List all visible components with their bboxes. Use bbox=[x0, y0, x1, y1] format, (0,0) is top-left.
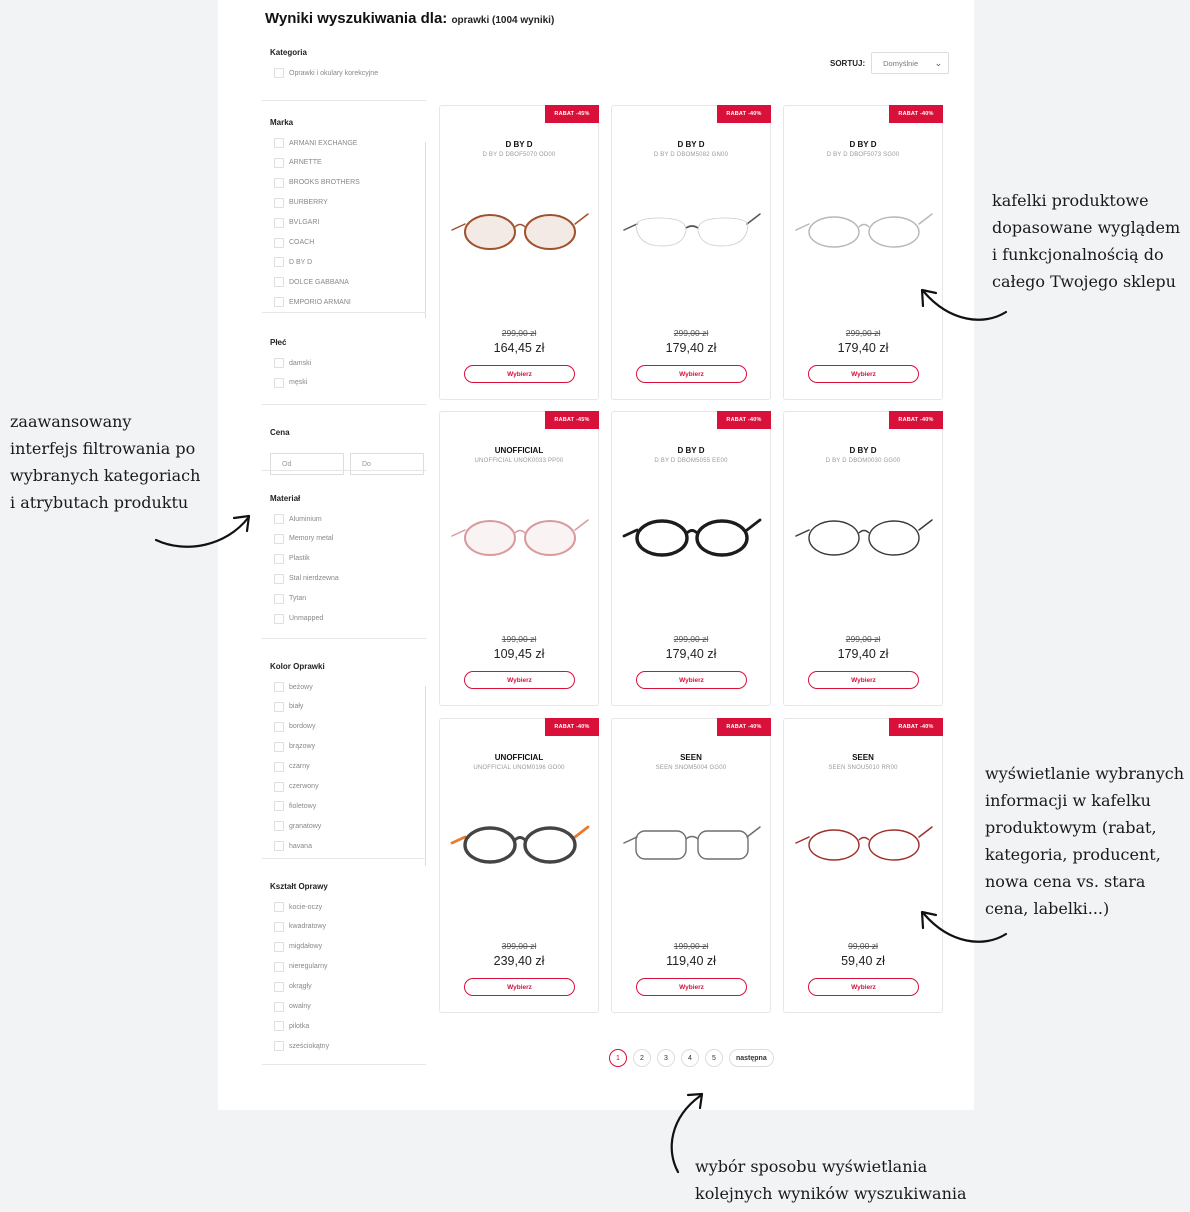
chevron-down-icon: ⌄ bbox=[934, 58, 943, 68]
price-to-input[interactable]: Do bbox=[350, 453, 424, 475]
filter-option[interactable] bbox=[274, 820, 321, 832]
discount-badge: RABAT -40% bbox=[717, 411, 771, 429]
product-card[interactable] bbox=[439, 718, 599, 1013]
annotation-product-tiles bbox=[992, 187, 1180, 295]
checkbox[interactable] bbox=[274, 841, 284, 851]
filter-option[interactable] bbox=[274, 157, 322, 169]
filter-option[interactable] bbox=[274, 217, 319, 229]
filter-option-label: COACH bbox=[289, 239, 315, 246]
annotation-pagination bbox=[695, 1153, 967, 1207]
filter-option-label: Plastik bbox=[289, 555, 310, 563]
product-card[interactable] bbox=[611, 718, 771, 1013]
checkbox[interactable] bbox=[274, 962, 284, 972]
filter-option-label: brązowy bbox=[289, 743, 316, 751]
search-query: oprawki (1004 wyniki) bbox=[451, 15, 555, 26]
divider bbox=[262, 470, 426, 471]
checkbox[interactable] bbox=[274, 722, 284, 732]
old-price: 199,00 zł bbox=[501, 634, 537, 644]
checkbox[interactable] bbox=[274, 257, 284, 267]
checkbox[interactable] bbox=[274, 702, 284, 712]
annotation-line: nowa cena vs. stara bbox=[985, 872, 1146, 891]
discount-badge: RABAT -40% bbox=[717, 105, 771, 123]
discount-badge: RABAT -45% bbox=[545, 105, 599, 123]
filter-option[interactable] bbox=[274, 981, 312, 993]
filter-option-label: ARMANI EXCHANGE bbox=[289, 139, 358, 147]
filter-option[interactable] bbox=[274, 681, 313, 693]
discount-badge: RABAT -40% bbox=[889, 718, 943, 736]
annotation-line: dopasowane wyglądem bbox=[992, 218, 1181, 237]
checkbox[interactable] bbox=[274, 158, 284, 168]
filter-title: Kształt Oprawy bbox=[270, 882, 328, 891]
filter-option-label: kocie-oczy bbox=[289, 903, 323, 911]
checkbox[interactable] bbox=[274, 238, 284, 248]
filter-group-brand bbox=[262, 118, 426, 306]
filter-option[interactable] bbox=[274, 357, 311, 369]
discount-badge: RABAT -45% bbox=[545, 411, 599, 429]
new-price: 179,40 zł bbox=[837, 647, 889, 661]
annotation-line: wybranych kategoriach bbox=[10, 466, 201, 485]
filter-option-label: BROOKS BROTHERS bbox=[289, 179, 360, 187]
filter-option[interactable] bbox=[274, 377, 307, 389]
discount-badge: RABAT -40% bbox=[717, 718, 771, 736]
filter-option[interactable] bbox=[274, 1040, 329, 1052]
new-price: 59,40 zł bbox=[841, 954, 885, 968]
new-price: 239,40 zł bbox=[493, 954, 545, 968]
old-price: 299,00 zł bbox=[673, 328, 709, 338]
sort-value: Domyślnie bbox=[883, 58, 919, 68]
filter-option-label: damski bbox=[289, 359, 312, 367]
filter-option[interactable] bbox=[274, 296, 351, 308]
filter-option-label: DOLCE GABBANA bbox=[289, 278, 349, 286]
checkbox[interactable] bbox=[274, 514, 284, 524]
filter-option[interactable] bbox=[274, 197, 328, 209]
arrow-icon bbox=[914, 902, 1010, 948]
old-price: 299,00 zł bbox=[501, 328, 537, 338]
filter-option-label: D BY D bbox=[289, 258, 313, 266]
annotation-line: produktowym (rabat, bbox=[985, 818, 1157, 837]
checkbox[interactable] bbox=[274, 277, 284, 287]
arrow-icon bbox=[152, 510, 256, 556]
new-price: 179,40 zł bbox=[665, 647, 717, 661]
annotation-line: kolejnych wyników wyszukiwania bbox=[695, 1184, 967, 1203]
divider bbox=[262, 312, 426, 313]
old-price: 299,00 zł bbox=[845, 328, 881, 338]
filter-option[interactable] bbox=[274, 276, 349, 288]
filter-option[interactable] bbox=[274, 256, 312, 268]
filter-option-label: EMPORIO ARMANI bbox=[289, 298, 351, 306]
filter-title: Cena bbox=[270, 428, 290, 437]
product-image[interactable] bbox=[448, 807, 592, 881]
filter-option-label: BURBERRY bbox=[289, 199, 328, 207]
product-model: UNOFFICIAL UNOK0033 PP00 bbox=[474, 458, 564, 464]
product-brand: SEEN bbox=[852, 753, 874, 762]
product-image[interactable] bbox=[620, 194, 764, 268]
divider bbox=[262, 100, 426, 101]
select-button[interactable]: Wybierz bbox=[636, 978, 747, 996]
product-brand: D BY D bbox=[505, 140, 533, 149]
product-card[interactable] bbox=[439, 411, 599, 706]
price-from-input[interactable]: Od bbox=[270, 453, 344, 475]
filter-option[interactable] bbox=[274, 513, 322, 525]
discount-badge: RABAT -40% bbox=[889, 411, 943, 429]
product-brand: UNOFFICIAL bbox=[494, 753, 544, 762]
filter-title: Kategoria bbox=[270, 48, 307, 57]
filter-option[interactable] bbox=[274, 573, 339, 585]
product-card[interactable] bbox=[611, 411, 771, 706]
annotation-line: kafelki produktowe bbox=[992, 191, 1149, 210]
select-button[interactable]: Wybierz bbox=[464, 365, 575, 383]
filter-option-label: Memory metal bbox=[289, 535, 334, 543]
filter-option[interactable] bbox=[274, 177, 360, 189]
filter-option[interactable] bbox=[274, 800, 316, 812]
filter-option-label: Stal nierdzewna bbox=[289, 575, 339, 583]
filter-option-label: granatowy bbox=[289, 822, 322, 830]
select-button[interactable]: Wybierz bbox=[636, 365, 747, 383]
checkbox[interactable] bbox=[274, 594, 284, 604]
filter-option[interactable] bbox=[274, 721, 315, 733]
filter-option[interactable] bbox=[274, 553, 310, 565]
old-price: 299,00 zł bbox=[845, 634, 881, 644]
product-brand: D BY D bbox=[677, 140, 705, 149]
filter-group-material bbox=[262, 494, 426, 622]
annotation-line: zaawansowany bbox=[10, 412, 132, 431]
sort-select[interactable] bbox=[871, 52, 949, 74]
product-card[interactable] bbox=[783, 105, 943, 400]
filter-option-label: bordowy bbox=[289, 723, 316, 731]
filter-option[interactable] bbox=[274, 533, 333, 545]
product-image[interactable] bbox=[792, 807, 936, 881]
product-brand: SEEN bbox=[680, 753, 702, 762]
filter-option[interactable] bbox=[274, 1020, 309, 1032]
filter-option[interactable] bbox=[274, 761, 310, 773]
annotation-filters bbox=[10, 408, 200, 516]
new-price: 179,40 zł bbox=[837, 341, 889, 355]
product-card[interactable] bbox=[611, 105, 771, 400]
annotation-line: kategoria, producent, bbox=[985, 845, 1161, 864]
checkbox[interactable] bbox=[274, 762, 284, 772]
filter-option[interactable] bbox=[274, 741, 315, 753]
old-price: 399,00 zł bbox=[501, 941, 537, 951]
filter-option[interactable] bbox=[274, 613, 323, 625]
checkbox[interactable] bbox=[274, 218, 284, 228]
select-button[interactable]: Wybierz bbox=[636, 671, 747, 689]
select-button[interactable]: Wybierz bbox=[464, 978, 575, 996]
annotation-line: cena, labelki...) bbox=[985, 899, 1110, 918]
filter-option-label: biały bbox=[289, 703, 304, 711]
checkbox[interactable] bbox=[274, 1002, 284, 1012]
filter-option[interactable] bbox=[274, 67, 378, 79]
filter-option-label: ARNETTE bbox=[289, 159, 322, 167]
filter-option[interactable] bbox=[274, 961, 328, 973]
filter-option-label: Unmapped bbox=[289, 615, 324, 622]
filter-option[interactable] bbox=[274, 781, 319, 793]
checkbox[interactable] bbox=[274, 902, 284, 912]
old-price: 99,00 zł bbox=[848, 941, 878, 951]
product-brand: D BY D bbox=[849, 140, 877, 149]
filter-option-label: okrągły bbox=[289, 983, 312, 991]
filter-option-label: kwadratowy bbox=[289, 923, 326, 931]
filter-option-label: migdałowy bbox=[289, 943, 323, 951]
filter-title: Kolor Oprawki bbox=[270, 662, 325, 671]
filter-title: Płeć bbox=[270, 338, 287, 347]
filter-option-label: havana bbox=[289, 842, 312, 850]
filter-option-label: czarny bbox=[289, 763, 310, 771]
product-image[interactable] bbox=[620, 500, 764, 574]
checkbox[interactable] bbox=[274, 1021, 284, 1031]
checkbox[interactable] bbox=[274, 68, 284, 78]
annotation-line: informacji w kafelku bbox=[985, 791, 1151, 810]
checkbox[interactable] bbox=[274, 534, 284, 544]
page-button-2[interactable]: 2 bbox=[633, 1049, 651, 1067]
product-card[interactable] bbox=[783, 411, 943, 706]
search-results-panel bbox=[218, 0, 974, 1110]
filter-option[interactable] bbox=[274, 941, 322, 953]
filter-group-price bbox=[262, 428, 426, 468]
filter-option[interactable] bbox=[274, 593, 306, 605]
page-button-4[interactable]: 4 bbox=[681, 1049, 699, 1067]
product-model: D BY D DBOM5082 GN00 bbox=[653, 152, 729, 158]
checkbox[interactable] bbox=[274, 178, 284, 188]
divider bbox=[262, 638, 426, 639]
select-button[interactable]: Wybierz bbox=[808, 365, 919, 383]
filter-title: Materiał bbox=[270, 494, 301, 503]
product-image[interactable] bbox=[448, 194, 592, 268]
annotation-line: i atrybutach produktu bbox=[10, 493, 189, 512]
filter-scrollbar[interactable] bbox=[425, 686, 426, 866]
checkbox[interactable] bbox=[274, 138, 284, 148]
page-title-text: Wyniki wyszukiwania dla: bbox=[265, 10, 448, 27]
filter-option[interactable] bbox=[274, 237, 314, 249]
pagination bbox=[609, 1049, 774, 1067]
filter-option-label: fioletowy bbox=[289, 802, 317, 810]
product-model: D BY D DBOM5055 EE00 bbox=[654, 458, 728, 464]
select-button[interactable]: Wybierz bbox=[808, 978, 919, 996]
annotation-line: interfejs filtrowania po bbox=[10, 439, 196, 458]
discount-badge: RABAT -40% bbox=[545, 718, 599, 736]
product-model: D BY D DBOF5073 SG00 bbox=[826, 152, 900, 158]
filter-option-label: owalny bbox=[289, 1003, 311, 1010]
discount-badge: RABAT -40% bbox=[889, 105, 943, 123]
new-price: 119,40 zł bbox=[666, 954, 716, 968]
filter-group-frame_color bbox=[262, 662, 426, 850]
filter-option[interactable] bbox=[274, 1001, 311, 1013]
filter-option-label: nieregularny bbox=[289, 963, 328, 971]
arrow-icon bbox=[914, 280, 1010, 326]
checkbox[interactable] bbox=[274, 801, 284, 811]
checkbox[interactable] bbox=[274, 821, 284, 831]
next-page-button[interactable]: następna bbox=[729, 1049, 774, 1067]
annotation-line: wybór sposobu wyświetlania bbox=[695, 1157, 928, 1176]
product-image[interactable] bbox=[792, 500, 936, 574]
filter-option-label: sześciokątny bbox=[289, 1042, 330, 1050]
product-model: SEEN SNOU5010 RR00 bbox=[828, 765, 898, 771]
filter-option[interactable] bbox=[274, 921, 326, 933]
page-title bbox=[265, 10, 554, 27]
checkbox[interactable] bbox=[274, 922, 284, 932]
product-card[interactable] bbox=[783, 718, 943, 1013]
filter-option[interactable] bbox=[274, 901, 322, 913]
divider bbox=[262, 858, 426, 859]
product-card[interactable] bbox=[439, 105, 599, 400]
product-image[interactable] bbox=[620, 807, 764, 881]
filter-title: Marka bbox=[270, 118, 294, 127]
filter-option-label: Oprawki i okulary korekcyjne bbox=[289, 69, 379, 77]
checkbox[interactable] bbox=[274, 574, 284, 584]
filter-option-label: Aluminium bbox=[289, 515, 322, 523]
new-price: 164,45 zł bbox=[493, 341, 545, 355]
filter-option-label: BVLGARI bbox=[289, 219, 320, 227]
page-button-3[interactable]: 3 bbox=[657, 1049, 675, 1067]
filter-group-category bbox=[262, 48, 426, 77]
filter-group-frame_shape bbox=[262, 882, 426, 1050]
old-price: 299,00 zł bbox=[673, 634, 709, 644]
product-model: D BY D DBOF5070 OD00 bbox=[482, 152, 556, 158]
checkbox[interactable] bbox=[274, 378, 284, 388]
select-button[interactable]: Wybierz bbox=[808, 671, 919, 689]
divider bbox=[262, 1064, 426, 1065]
filter-option-label: pilotka bbox=[289, 1022, 310, 1030]
checkbox[interactable] bbox=[274, 1041, 284, 1051]
product-image[interactable] bbox=[792, 194, 936, 268]
new-price: 179,40 zł bbox=[665, 341, 717, 355]
divider bbox=[262, 404, 426, 405]
filter-group-gender bbox=[262, 338, 426, 387]
old-price: 199,00 zł bbox=[673, 941, 709, 951]
checkbox[interactable] bbox=[274, 297, 284, 307]
filter-option[interactable] bbox=[274, 137, 357, 149]
checkbox[interactable] bbox=[274, 742, 284, 752]
filter-option-label: czerwony bbox=[289, 783, 319, 790]
product-brand: D BY D bbox=[677, 446, 705, 455]
select-button[interactable]: Wybierz bbox=[464, 671, 575, 689]
annotation-line: wyświetlanie wybranych bbox=[985, 764, 1185, 783]
filter-option-label: beżowy bbox=[289, 683, 313, 691]
checkbox[interactable] bbox=[274, 682, 284, 692]
checkbox[interactable] bbox=[274, 554, 284, 564]
filter-option-label: męski bbox=[289, 379, 308, 387]
filter-option-label: Tytan bbox=[289, 595, 307, 603]
page-button-5[interactable]: 5 bbox=[705, 1049, 723, 1067]
sort-label: SORTUJ: bbox=[830, 58, 866, 68]
sort-control bbox=[830, 52, 949, 74]
product-model: SEEN SNOM5004 GG00 bbox=[655, 765, 727, 771]
checkbox[interactable] bbox=[274, 358, 284, 368]
product-image[interactable] bbox=[448, 500, 592, 574]
product-model: D BY D DBOM0030 GG00 bbox=[825, 458, 901, 464]
annotation-line: i funkcjonalnością do bbox=[992, 245, 1164, 264]
checkbox[interactable] bbox=[274, 942, 284, 952]
checkbox[interactable] bbox=[274, 982, 284, 992]
annotation-tile-info bbox=[985, 760, 1184, 922]
product-model: UNOFFICIAL UNOM0196 GO00 bbox=[473, 765, 565, 771]
filter-option[interactable] bbox=[274, 840, 312, 852]
annotation-line: całego Twojego sklepu bbox=[992, 272, 1176, 291]
checkbox[interactable] bbox=[274, 614, 284, 624]
filter-option[interactable] bbox=[274, 701, 303, 713]
checkbox[interactable] bbox=[274, 198, 284, 208]
page-button-1[interactable]: 1 bbox=[609, 1049, 627, 1067]
filter-scrollbar[interactable] bbox=[425, 142, 426, 318]
product-brand: UNOFFICIAL bbox=[494, 446, 544, 455]
new-price: 109,45 zł bbox=[493, 647, 545, 661]
checkbox[interactable] bbox=[274, 782, 284, 792]
product-brand: D BY D bbox=[849, 446, 877, 455]
